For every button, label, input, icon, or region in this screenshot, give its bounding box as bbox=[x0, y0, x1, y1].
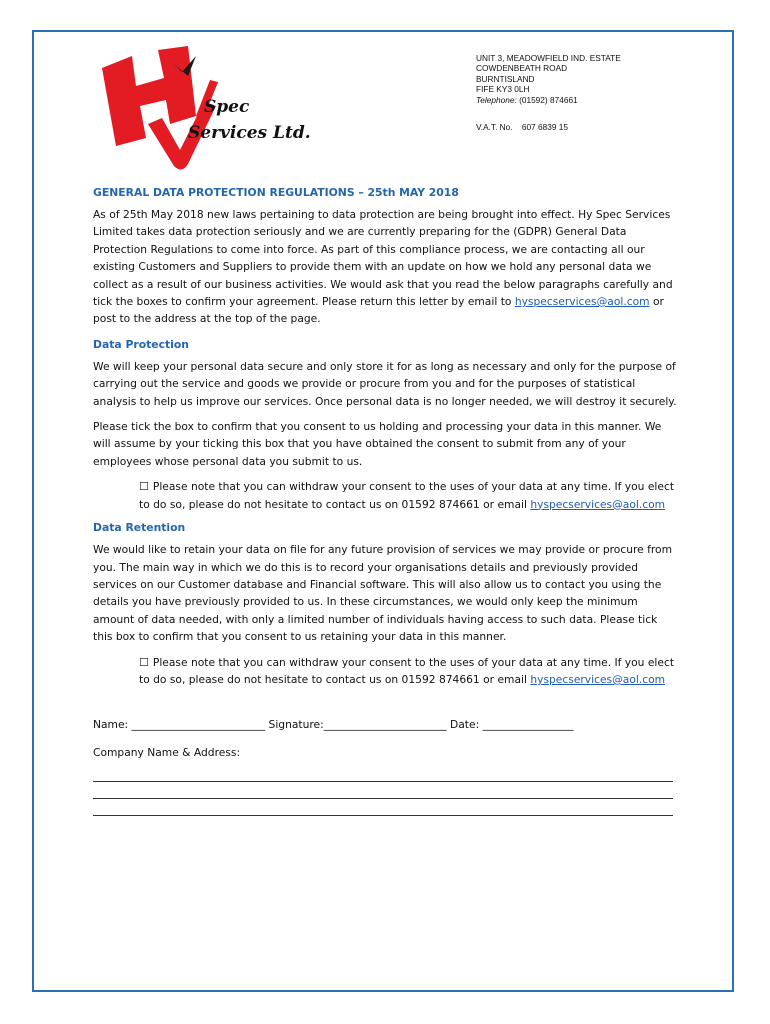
address-line: COWDENBEATH ROAD bbox=[476, 63, 568, 74]
intro-paragraph bbox=[93, 206, 678, 328]
company-address-line[interactable] bbox=[93, 782, 673, 799]
signature-row bbox=[93, 716, 678, 733]
consent-email-link[interactable]: hyspecservices@aol.com bbox=[530, 672, 666, 686]
telephone-label: Telephone: bbox=[476, 94, 517, 105]
address-line: BURNTISLAND bbox=[476, 73, 535, 84]
date-field[interactable]: _________________ bbox=[482, 718, 574, 732]
logo-h-letter bbox=[102, 46, 196, 146]
name-field[interactable]: _________________________ bbox=[131, 718, 266, 732]
company-label: Company Name & Address: bbox=[93, 745, 241, 759]
data-protection-heading: Data Protection bbox=[93, 337, 189, 351]
data-protection-para1: We will keep your personal data secure and only store it for as long as necessary and only for the purpose of carrying out the service and goods we provide or procure from you and for the purposes of statistical analysis to help us improve our services. Once personal data is no longer needed, we will destroy it securely. bbox=[93, 359, 677, 408]
telephone-line bbox=[476, 95, 621, 105]
signature-field[interactable]: _______________________ bbox=[323, 718, 447, 732]
data-retention-para1: We would like to retain your data on file for any future provision of services we may provide or procure from you. The main way in which we do this is to record your organisations details and previously provided services on our Customer database and Financial software. This will also allow us to contact you using the details you have previously provided to us. In these circumstances, we would only keep the minimum amount of data needed, with only a limited number of individuals having access to such data. Please tick this box to confirm that you consent to us retaining your data in this manner. bbox=[93, 543, 672, 644]
logo-text-spec: Spec bbox=[204, 97, 250, 117]
data-retention-heading: Data Retention bbox=[93, 521, 186, 535]
signature-label: Signature: bbox=[268, 718, 324, 732]
vat-label: V.A.T. No. bbox=[476, 122, 513, 133]
data-protection-consent bbox=[139, 478, 678, 513]
consent-text: Please note that you can withdraw your consent to the uses of your data at any time. If you elect to do so, please do not hesitate to contact us on 01592 874661 or email bbox=[139, 480, 675, 511]
intro-text: As of 25th May 2018 new laws pertaining to data protection are being brought into effect. Hy Spec Services Limited takes data protection seriously and we are currently preparing for the (GDPR) General Data Protection Regulations to come into force. As part of this compliance process, we are contacting all our existing Customers and Suppliers to provide them with an update on how we hold any personal data we collect as a result of our business activities. We would ask that you read the below paragraphs carefully and tick the boxes to confirm your agreement. Please return this letter by email to bbox=[93, 208, 673, 309]
document-title: GENERAL DATA PROTECTION REGULATIONS – 25th MAY 2018 bbox=[93, 186, 459, 199]
data-protection-para2: Please tick the box to confirm that you consent to us holding and processing your data in this manner. We will assume by your ticking this box that you have obtained the consent to submit from any of your employees whose personal data you submit to us. bbox=[93, 420, 662, 468]
data-retention-consent bbox=[139, 654, 678, 689]
name-label: Name: bbox=[93, 718, 129, 732]
company-address-line[interactable] bbox=[93, 765, 673, 782]
consent-email-link[interactable]: hyspecservices@aol.com bbox=[530, 497, 666, 511]
letterhead-address bbox=[476, 53, 621, 132]
letter-body bbox=[93, 184, 678, 816]
vat-line bbox=[476, 122, 621, 132]
company-address-lines bbox=[93, 765, 678, 816]
date-label: Date: bbox=[450, 718, 480, 732]
logo-text-services: Services Ltd. bbox=[188, 123, 311, 143]
address-line: UNIT 3, MEADOWFIELD IND. ESTATE bbox=[476, 53, 621, 63]
company-address-line[interactable] bbox=[93, 799, 673, 816]
consent-checkbox[interactable]: ☐ bbox=[139, 480, 149, 494]
intro-tail: or post to the address at the top of the page. bbox=[93, 295, 664, 326]
consent-text: Please note that you can withdraw your consent to the uses of your data at any time. If you elect to do so, please do not hesitate to contact us on 01592 874661 or email bbox=[139, 655, 675, 686]
vat-value: 607 6839 15 bbox=[521, 122, 568, 133]
intro-email-link[interactable]: hyspecservices@aol.com bbox=[514, 295, 650, 309]
telephone-value: (01592) 874661 bbox=[519, 94, 578, 105]
address-line: FIFE KY3 0LH bbox=[476, 84, 530, 95]
consent-checkbox[interactable]: ☐ bbox=[139, 655, 149, 669]
hy-spec-logo bbox=[92, 46, 327, 178]
